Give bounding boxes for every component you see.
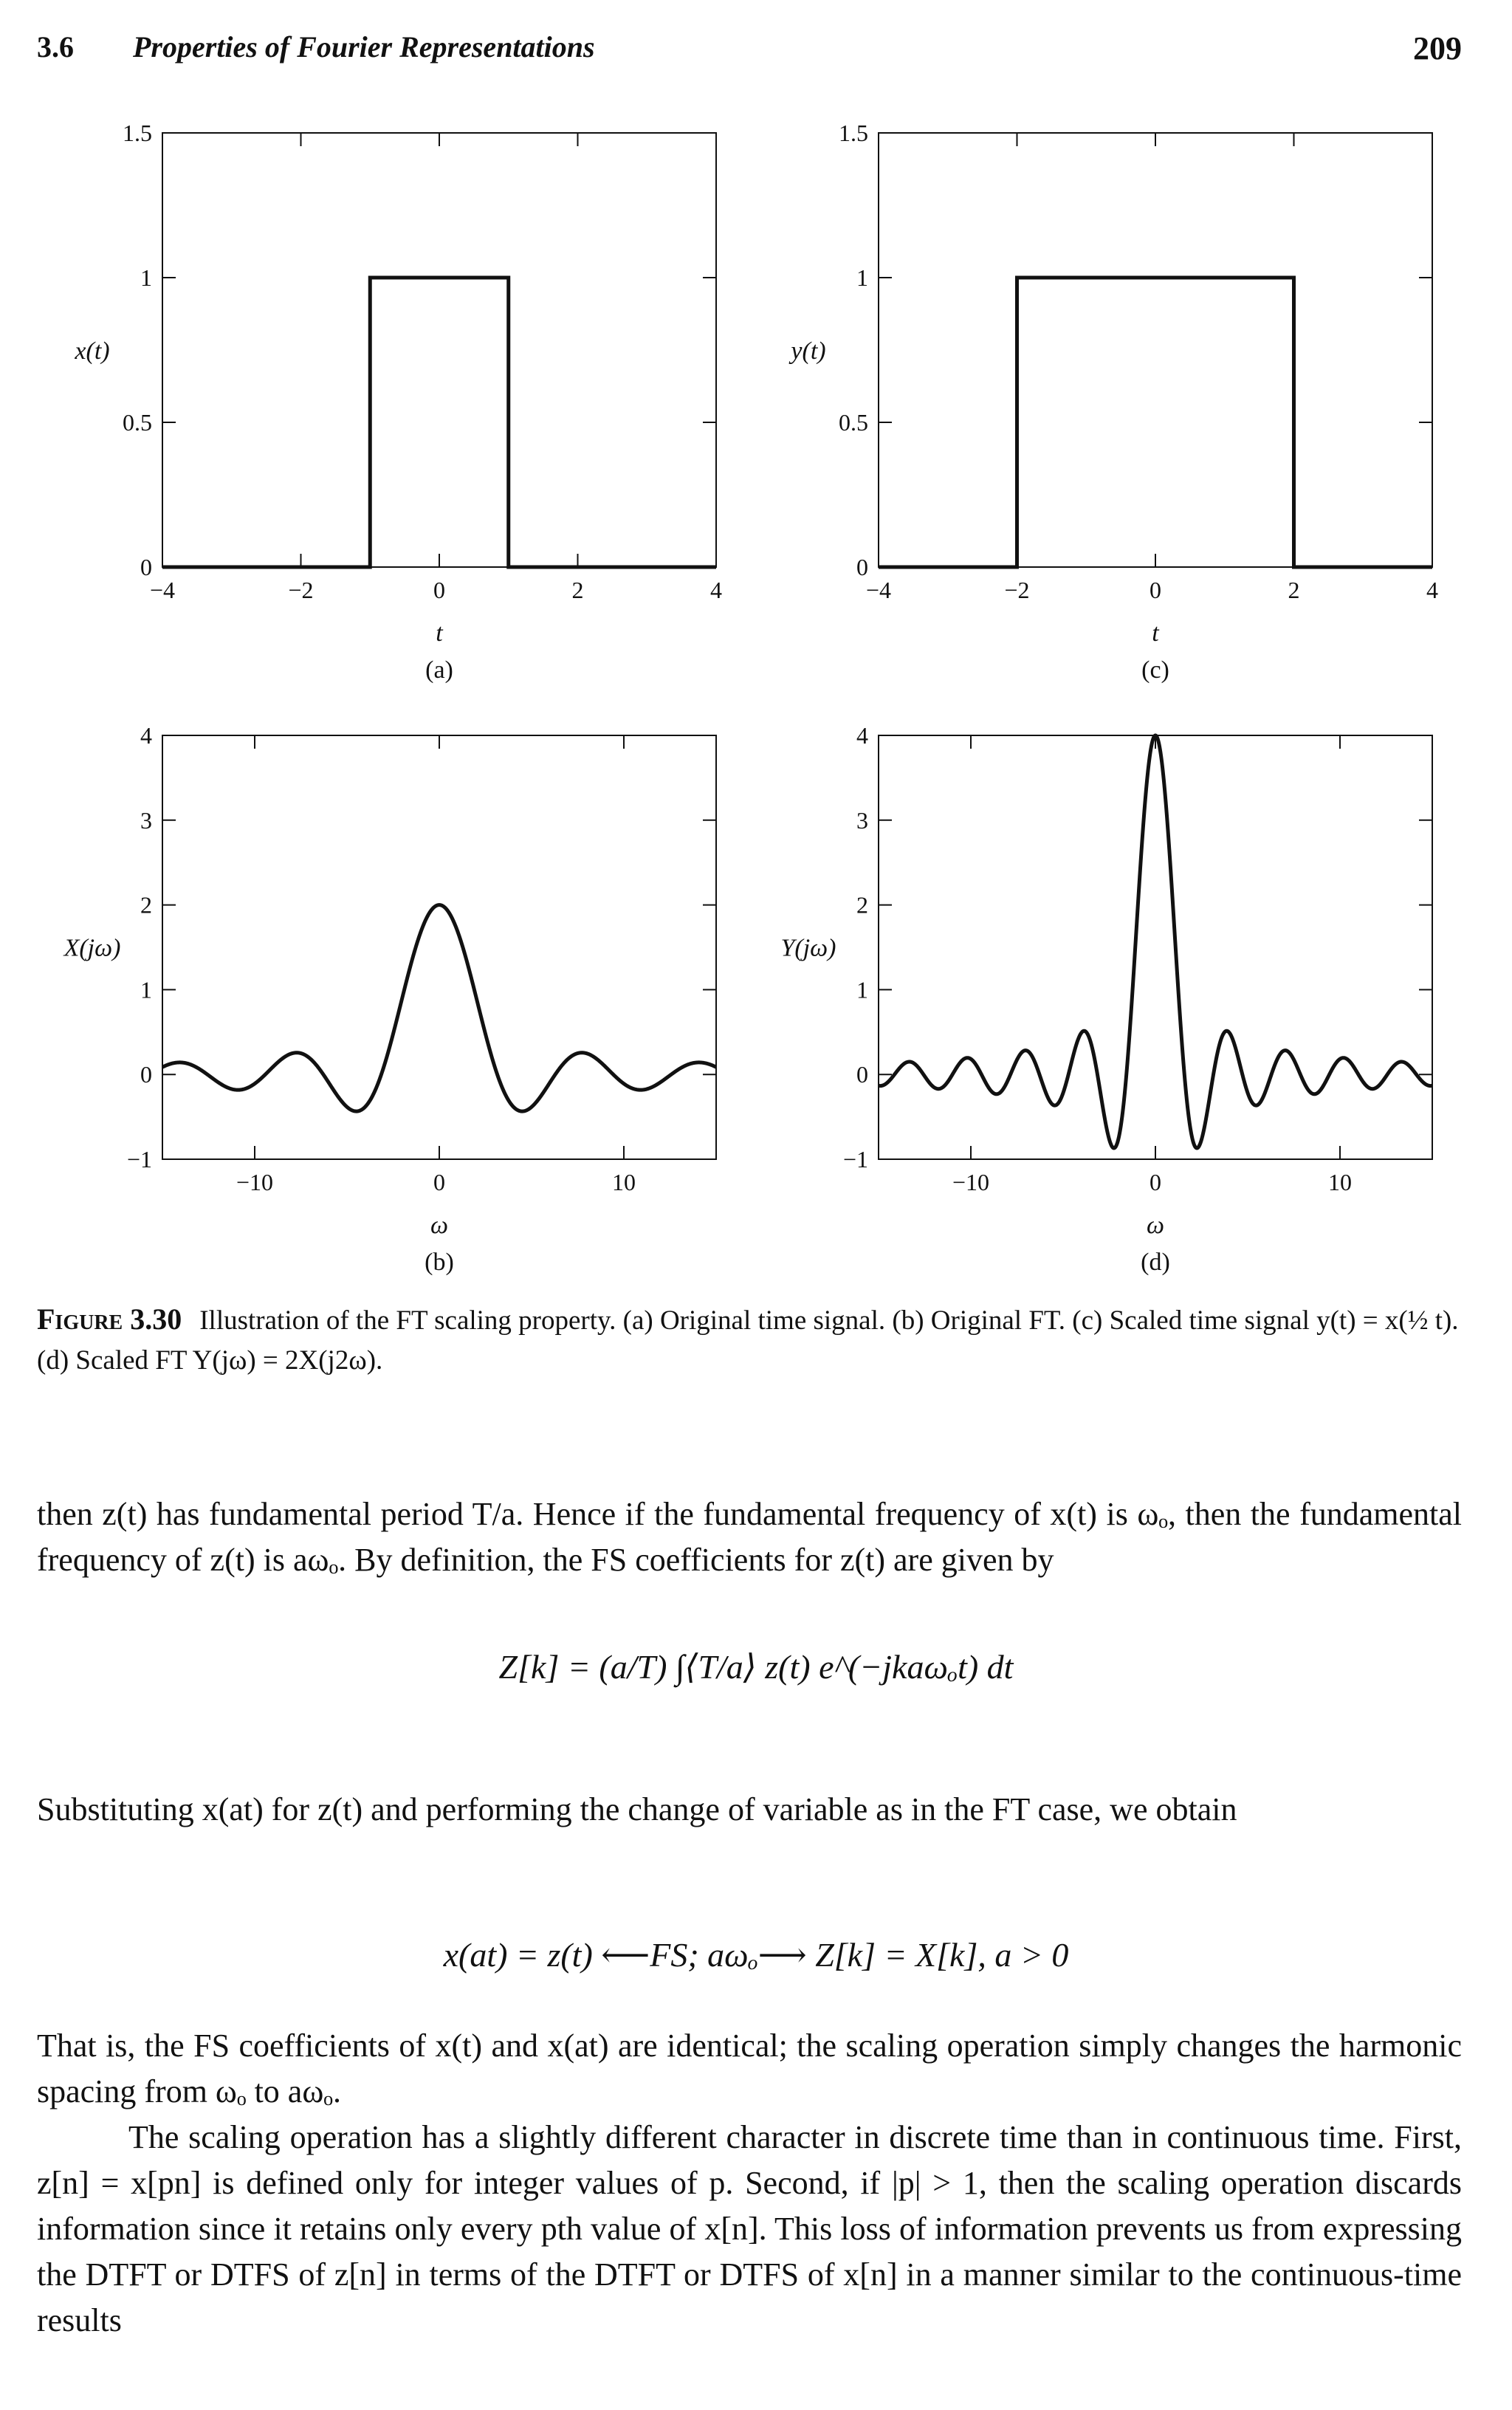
panel-d-ytick-label: −1: [842, 1146, 868, 1173]
panel-a-ylabel: x(t): [75, 337, 110, 365]
panel-b-ytick-label: 3: [140, 806, 152, 834]
section-number: 3.6: [37, 30, 74, 63]
panel-c-ytick-label: 0.5: [839, 409, 868, 436]
panel-b-xtick-label: 0: [433, 1169, 445, 1195]
panel-d-xtick-label: 10: [1328, 1169, 1352, 1195]
equation-fs-coefficients: Z[k] = (a/T) ∫⟨T/a⟩ z(t) e^(−jkaωₒt) dt: [498, 1648, 1014, 1686]
panel-a-xlabel: t: [436, 619, 443, 647]
panel-c-xlabel: t: [1152, 619, 1159, 647]
caption-label: Figure 3.30: [37, 1302, 182, 1336]
panel-b-ytick-label: 4: [140, 722, 152, 749]
panel-b-series-line: [162, 905, 716, 1111]
page-number: 209: [1413, 30, 1462, 66]
panel-a-xtick-label: −4: [149, 577, 176, 603]
panel-c-frame: [879, 133, 1432, 567]
panel-d-ytick-label: 3: [856, 806, 868, 834]
panel-c-series-line: [879, 278, 1432, 567]
panel-b-ytick-label: −1: [126, 1146, 152, 1173]
equation-fs-scaling: x(at) = z(t) ⟵FS; aωₒ⟶ Z[k] = X[k], a > 0: [443, 1936, 1069, 1974]
panel-c-xtick-label: 2: [1288, 577, 1300, 603]
panel-b-ytick-label: 2: [140, 891, 152, 919]
paragraph-2: Substituting x(at) for z(t) and performing the change of variable as in the FT case, we obtain: [37, 1791, 1237, 1827]
panel-d-ytick-label: 4: [856, 722, 868, 749]
panel-b-ylabel: X(jω): [63, 934, 121, 962]
panel-a-frame: [162, 133, 716, 567]
panel-d-xtick-label: −10: [952, 1169, 990, 1195]
panel-c-xtick-label: −2: [1004, 577, 1030, 603]
panel-c-xtick-label: 4: [1426, 577, 1438, 603]
panel-a-xtick-label: 2: [571, 577, 584, 603]
panel-b-xtick-label: −10: [236, 1169, 274, 1195]
section-title: Properties of Fourier Representations: [133, 30, 595, 63]
running-header: [37, 30, 1462, 74]
panel-a-xtick-label: 4: [710, 577, 722, 603]
panel-b-frame: [162, 735, 716, 1159]
panel-c-ytick-label: 0: [856, 554, 868, 580]
panel-d-frame: [879, 735, 1432, 1159]
panel-d-xtick-label: 0: [1150, 1169, 1161, 1195]
panel-a-ytick-label: 1.5: [123, 120, 152, 146]
paragraph-1: then z(t) has fundamental period T/a. Hence if the fundamental frequency of x(t) is ωₒ, then the fundamental frequency of z(t) is aωₒ. By definition, the FS coefficients for z(t) are given by: [37, 1496, 1462, 1578]
panel-c-ytick-label: 1.5: [839, 120, 868, 146]
panel-c-label: (c): [1141, 656, 1169, 684]
panel-b-ytick-label: 1: [140, 976, 152, 1003]
panel-a-label: (a): [425, 656, 453, 684]
panel-a-xtick-label: 0: [433, 577, 445, 603]
panel-a-ytick-label: 1: [140, 264, 152, 291]
panel-d-ytick-label: 0: [856, 1061, 868, 1088]
panel-a-series-line: [162, 278, 716, 567]
panel-a-ytick-label: 0.5: [123, 409, 152, 436]
caption-text: Illustration of the FT scaling property. (a) Original time signal. (b) Original FT. (c) Scaled time signal y(t) = x(½ t). (d) Scaled FT Y(jω) = 2X(j2ω).: [37, 1305, 1459, 1376]
panel-d-ytick-label: 1: [856, 976, 868, 1003]
panel-b-xlabel: ω: [430, 1212, 449, 1239]
panel-d-label: (d): [1141, 1249, 1170, 1276]
panel-b-ytick-label: 0: [140, 1061, 152, 1088]
figure-3-30: [0, 103, 1512, 1285]
panel-d-series-line: [879, 735, 1432, 1148]
panel-b-xtick-label: 10: [612, 1169, 636, 1195]
paragraph-4: The scaling operation has a slightly different character in discrete time than in continuous time. First, z[n] = x[pn] is defined only for integer values of p. Second, if |p| > 1, then the scaling operation discards information since it retains only every pth value of x[n]. This loss of information prevents us from expressing the DTFT or DTFS of z[n] in terms of the DTFT or DTFS of x[n] in a manner similar to the continuous-time results: [37, 2119, 1462, 2338]
paragraph-3: That is, the FS coefficients of x(t) and x(at) are identical; the scaling operation simply changes the harmonic spacing from ωₒ to aωₒ.: [37, 2028, 1462, 2109]
panel-c-ytick-label: 1: [856, 264, 868, 291]
panel-c-xtick-label: −4: [865, 577, 892, 603]
panel-d-xlabel: ω: [1146, 1212, 1165, 1239]
panel-a-ytick-label: 0: [140, 554, 152, 580]
panel-c-xtick-label: 0: [1150, 577, 1161, 603]
panel-d-ytick-label: 2: [856, 891, 868, 919]
panel-a-xtick-label: −2: [288, 577, 314, 603]
panel-b-label: (b): [425, 1249, 454, 1276]
panel-c-ylabel: y(t): [791, 337, 826, 365]
panel-d-ylabel: Y(jω): [780, 934, 836, 962]
figure-caption: [37, 1300, 1462, 1381]
